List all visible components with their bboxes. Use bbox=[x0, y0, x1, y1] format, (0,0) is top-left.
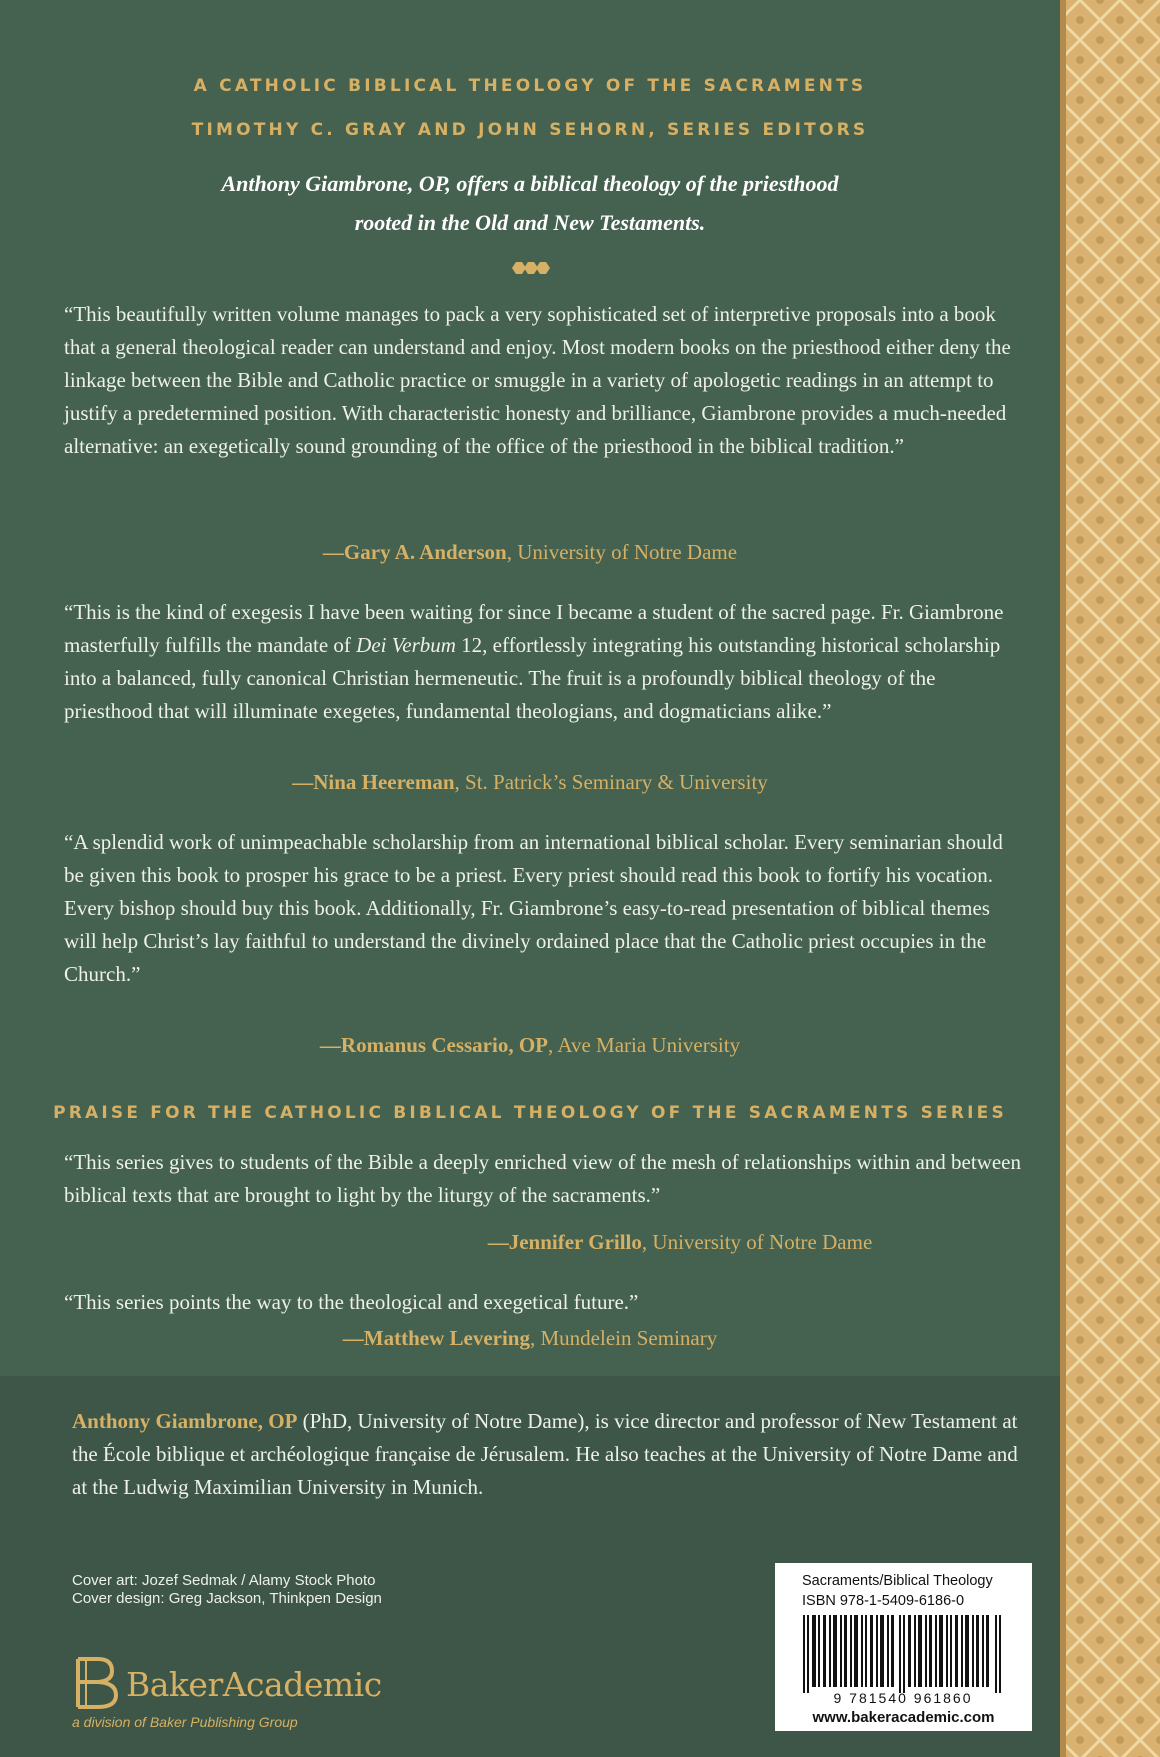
author-bio bbox=[72, 1405, 1032, 1504]
series-quote-1: “This series gives to students of the Bible a deeply enriched view of the mesh of relationships within and between biblical texts that are brought to light by the liturgy of the sacraments.” bbox=[64, 1150, 1022, 1207]
isbn-text: ISBN 978-1-5409-6186-0 bbox=[802, 1593, 965, 1609]
publisher-url: www.bakeracademic.com bbox=[812, 1709, 995, 1726]
publisher-name: BakerAcademic bbox=[126, 1665, 382, 1704]
endorser-name: —Matthew Levering bbox=[342, 1326, 530, 1350]
series-attribution-1 bbox=[300, 1230, 1060, 1255]
endorsement-quote-3: “A splendid work of unimpeachable scholarship from an international biblical scholar. Every seminarian should be given this book to prosper his grace to be a priest. Every priest should read this book to fortify his vocation. Every bishop should buy this book. Additionally, Fr. Giambrone’s easy-to-read presentation of biblical themes will help Christ’s lay faithful to understand the divinely ordained place that the Catholic priest occupies in the Church.” bbox=[64, 830, 1003, 986]
author-name: Anthony Giambrone, OP bbox=[72, 1409, 298, 1433]
decorative-spine-pattern bbox=[1060, 0, 1160, 1757]
bisac-category: Sacraments/Biblical Theology bbox=[802, 1573, 993, 1589]
endorser-affiliation: , University of Notre Dame bbox=[506, 540, 738, 564]
endorsement-quote-1: “This beautifully written volume manages to pack a very sophisticated set of interpretive proposals into a book that a general theological reader can understand and enjoy. Most modern books on the priesthood either deny the linkage between the Bible and Catholic practice or smuggle in a variety of apologetic readings in an attempt to justify a predetermined position. With characteristic honesty and brilliance, Giambrone provides a much-needed alternative: an exegetically sound grounding of the office of the priesthood in the biblical tradition.” bbox=[64, 302, 1011, 458]
endorser-name: —Gary A. Anderson bbox=[322, 540, 507, 564]
subtitle-line-1: Anthony Giambrone, OP, offers a biblical theology of the priesthood bbox=[221, 171, 839, 196]
quote-text-end: 12, effortlessly integrating his outstanding historical scholarship into a balanced, fully canonical Christian hermeneutic. The fruit is a profoundly biblical theology of the priesthood that will illuminate exegetes, fundamental theologians, and dogmaticians alike.” bbox=[64, 633, 1001, 723]
ornament-dots-icon bbox=[508, 260, 552, 276]
endorser-affiliation: , St. Patrick’s Seminary & University bbox=[454, 770, 768, 794]
series-editors: TIMOTHY C. GRAY AND JOHN SEHORN, SERIES EDITORS bbox=[191, 120, 869, 140]
cover-design-credit: Cover design: Greg Jackson, Thinkpen Design bbox=[72, 1590, 382, 1607]
cover-art-credit: Cover art: Jozef Sedmak / Alamy Stock Photo bbox=[72, 1572, 376, 1589]
endorsement-quote-2 bbox=[64, 596, 1024, 728]
quote-italic-title: Dei Verbum bbox=[356, 633, 456, 657]
cover-credits bbox=[72, 1572, 382, 1608]
endorsement-attribution-2 bbox=[0, 770, 1060, 795]
series-attribution-2 bbox=[0, 1326, 1060, 1351]
endorsement-attribution-1 bbox=[0, 540, 1060, 565]
praise-heading: PRAISE FOR THE CATHOLIC BIBLICAL THEOLOGY OF THE SACRAMENTS SERIES bbox=[53, 1103, 1007, 1123]
baker-academic-logo-icon bbox=[72, 1655, 120, 1711]
barcode-panel bbox=[775, 1563, 1032, 1731]
endorsement-attribution-3 bbox=[0, 1033, 1060, 1058]
barcode-icon bbox=[803, 1615, 1003, 1693]
barcode-digits: 9 781540 961860 bbox=[833, 1690, 973, 1706]
endorser-name: —Romanus Cessario, OP bbox=[319, 1033, 548, 1057]
endorser-affiliation: , University of Notre Dame bbox=[641, 1230, 873, 1254]
endorser-affiliation: , Ave Maria University bbox=[548, 1033, 741, 1057]
endorser-affiliation: , Mundelein Seminary bbox=[530, 1326, 718, 1350]
publisher-division: a division of Baker Publishing Group bbox=[72, 1714, 298, 1730]
series-title: A CATHOLIC BIBLICAL THEOLOGY OF THE SACRAMENTS bbox=[193, 76, 867, 96]
subtitle-line-2: rooted in the Old and New Testaments. bbox=[354, 210, 706, 235]
series-quote-2: “This series points the way to the theological and exegetical future.” bbox=[64, 1290, 639, 1314]
author-bio-text: (PhD, University of Notre Dame), is vice director and professor of New Testament at the École biblique et archéologique française de Jérusalem. He also teaches at the University of Notre Dame and at the Ludwig Maximilian University in Munich. bbox=[72, 1409, 1018, 1499]
endorser-name: —Nina Heereman bbox=[292, 770, 455, 794]
quote-text-start: “This is the kind of exegesis I have been waiting for since I became a student of the sacred page. Fr. Giambrone masterfully fulfills the mandate of bbox=[64, 600, 1004, 657]
endorser-name: —Jennifer Grillo bbox=[487, 1230, 642, 1254]
